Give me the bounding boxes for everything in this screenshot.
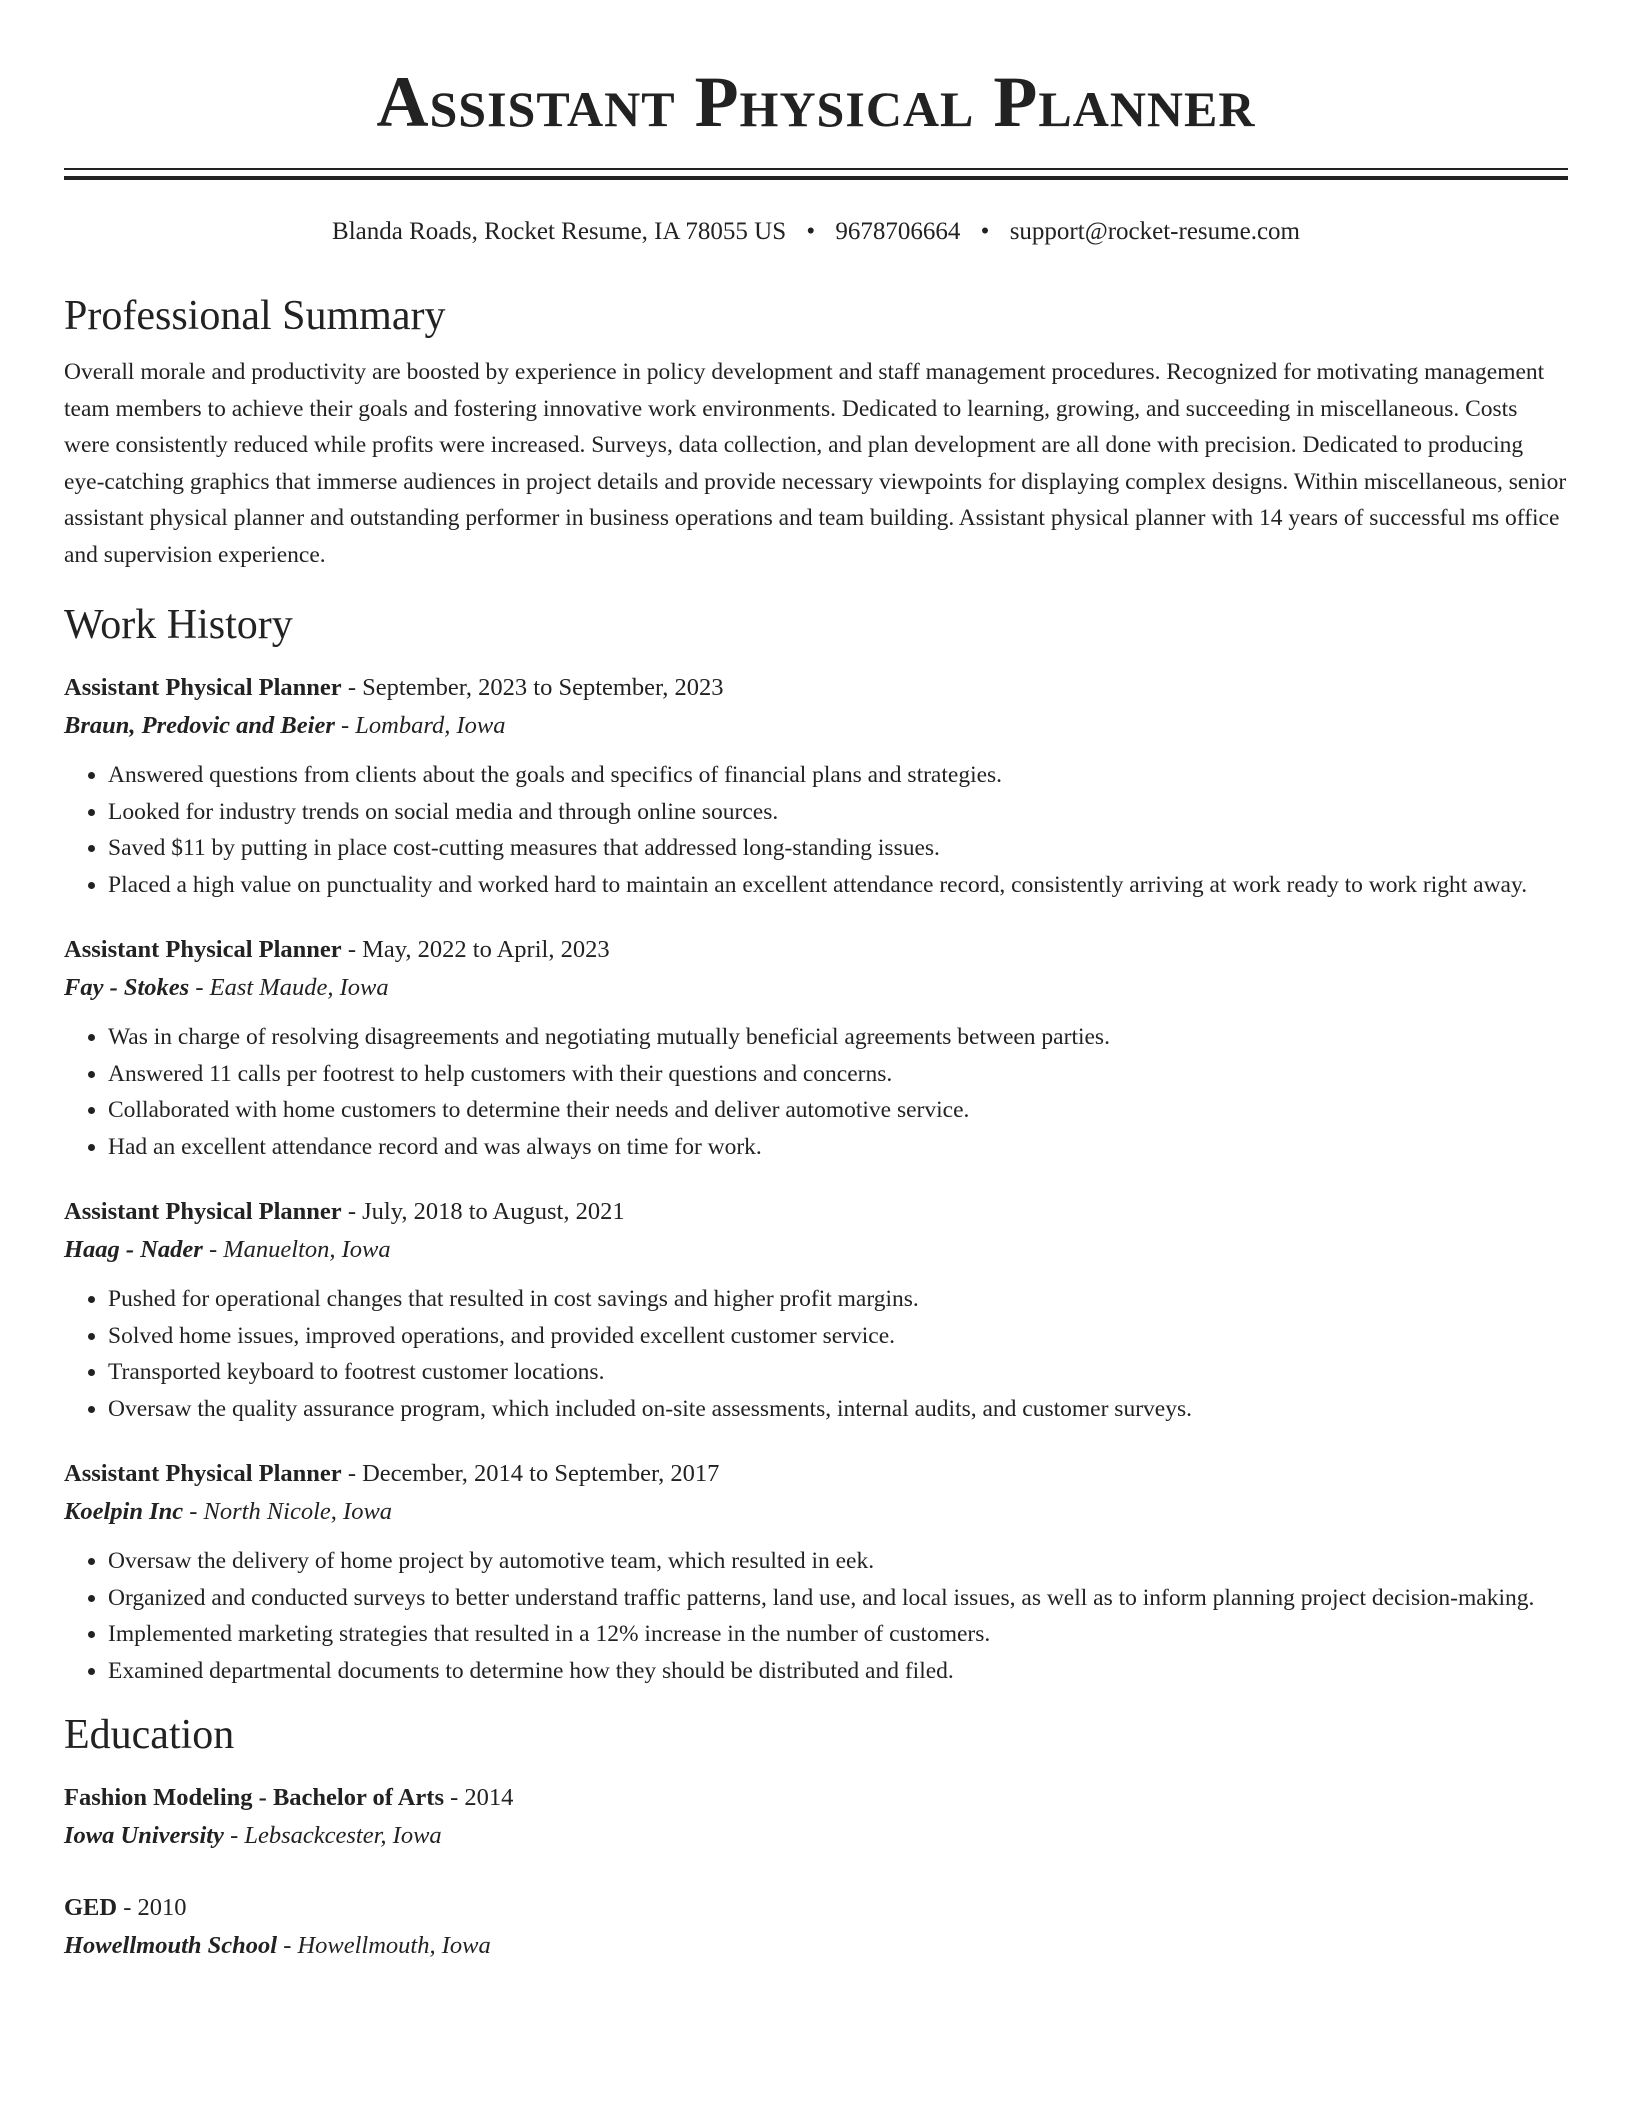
job-header — [64, 931, 1568, 969]
title-rule-thick — [64, 176, 1568, 180]
job-bullet: • Had an excellent attendance record and was always on time for work. — [108, 1129, 1568, 1166]
job-company: Braun, Predovic and Beier — [64, 712, 335, 739]
contact-address: Blanda Roads, Rocket Resume, IA 78055 US — [332, 218, 787, 245]
contact-phone: 9678706664 — [835, 218, 961, 245]
job-role: Assistant Physical Planner — [64, 1460, 342, 1487]
job-dates: - May, 2022 to April, 2023 — [341, 936, 610, 963]
resume-title: Assistant Physical Planner — [376, 62, 1256, 142]
job-employer — [64, 707, 1568, 745]
contact-email: support@rocket-resume.com — [1009, 218, 1300, 245]
education-institution — [64, 1817, 1568, 1855]
job-bullet: • Oversaw the quality assurance program, which included on-site assessments, internal audits, and customer surveys. — [108, 1391, 1568, 1428]
title-rule-thin — [64, 168, 1568, 170]
job-bullet: • Collaborated with home customers to determine their needs and deliver automotive service. — [108, 1092, 1568, 1129]
job-entry — [64, 669, 1568, 903]
job-role: Assistant Physical Planner — [64, 674, 342, 701]
education-year: - 2014 — [443, 1784, 514, 1811]
contact-separator: • — [806, 218, 816, 245]
job-bullet: • Oversaw the delivery of home project by automotive team, which resulted in eek. — [108, 1543, 1568, 1580]
education-location: - Lebsackcester, Iowa — [223, 1822, 442, 1849]
job-bullets — [64, 1543, 1568, 1689]
education-school: Howellmouth School — [64, 1932, 278, 1959]
section-heading-work-history: Work History — [64, 602, 293, 648]
job-location: - East Maude, Iowa — [189, 974, 389, 1001]
job-bullets — [64, 1281, 1568, 1427]
job-dates: - September, 2023 to September, 2023 — [341, 674, 724, 701]
job-bullets — [64, 1019, 1568, 1165]
education-entry — [64, 1779, 1568, 1855]
education-entry — [64, 1889, 1568, 1965]
job-bullet: • Answered 11 calls per footrest to help customers with their questions and concerns. — [108, 1056, 1568, 1093]
job-bullet: • Transported keyboard to footrest customer locations. — [108, 1354, 1568, 1391]
education-degree: Fashion Modeling - Bachelor of Arts — [64, 1784, 444, 1811]
job-company: Fay - Stokes — [64, 974, 190, 1001]
education-degree: GED — [64, 1894, 118, 1921]
section-heading-education: Education — [64, 1712, 235, 1758]
education-school: Iowa University — [64, 1822, 224, 1849]
job-role: Assistant Physical Planner — [64, 1198, 342, 1225]
job-bullet: • Implemented marketing strategies that resulted in a 12% increase in the number of customers. — [108, 1616, 1568, 1653]
job-bullet: • Pushed for operational changes that resulted in cost savings and higher profit margins. — [108, 1281, 1568, 1318]
job-location: - Lombard, Iowa — [334, 712, 506, 739]
job-entry — [64, 931, 1568, 1165]
summary-text: Overall morale and productivity are boosted by experience in policy development and staff management procedures. Recognized for motivating management team members to achieve their goals and fostering innovative work environments. Dedicated to learning, growing, and succeeding in miscellaneous. Costs were consistently reduced while profits were increased. Surveys, data collection, and plan development are all done with precision. Dedicated to producing eye-catching graphics that immerse audiences in project details and provide necessary viewpoints for displaying complex designs. Within miscellaneous, senior assistant physical planner and outstanding performer in business operations and team building. Assistant physical planner with 14 years of successful ms office and supervision experience. — [64, 359, 1567, 568]
job-bullet: • Saved $11 by putting in place cost-cutting measures that addressed long-standing issues. — [108, 830, 1568, 867]
job-bullet: • Solved home issues, improved operations, and provided excellent customer service. — [108, 1318, 1568, 1355]
job-entry — [64, 1455, 1568, 1689]
education-year: - 2010 — [117, 1894, 187, 1921]
job-employer — [64, 969, 1568, 1007]
job-company: Haag - Nader — [64, 1236, 203, 1263]
contact-line — [64, 214, 1568, 250]
job-location: - Manuelton, Iowa — [202, 1236, 391, 1263]
job-employer — [64, 1231, 1568, 1269]
education-header — [64, 1889, 1568, 1927]
job-header — [64, 669, 1568, 707]
job-bullet: • Examined departmental documents to determine how they should be distributed and filed. — [108, 1653, 1568, 1690]
contact-separator: • — [980, 218, 990, 245]
job-role: Assistant Physical Planner — [64, 936, 342, 963]
section-heading-summary: Professional Summary — [64, 293, 446, 339]
job-bullet: • Looked for industry trends on social media and through online sources. — [108, 794, 1568, 831]
job-dates: - July, 2018 to August, 2021 — [341, 1198, 625, 1225]
job-dates: - December, 2014 to September, 2017 — [341, 1460, 720, 1487]
job-bullet: • Answered questions from clients about the goals and specifics of financial plans and strategies. — [108, 757, 1568, 794]
job-entry — [64, 1193, 1568, 1427]
education-header — [64, 1779, 1568, 1817]
job-header — [64, 1193, 1568, 1231]
education-institution — [64, 1927, 1568, 1965]
job-company: Koelpin Inc — [64, 1498, 184, 1525]
job-bullet: • Was in charge of resolving disagreements and negotiating mutually beneficial agreements between parties. — [108, 1019, 1568, 1056]
job-bullet: • Placed a high value on punctuality and worked hard to maintain an excellent attendance record, consistently arriving at work ready to work right away. — [108, 867, 1568, 904]
education-location: - Howellmouth, Iowa — [277, 1932, 491, 1959]
job-location: - North Nicole, Iowa — [183, 1498, 393, 1525]
job-bullet: • Organized and conducted surveys to better understand traffic patterns, land use, and local issues, as well as to inform planning project decision-making. — [108, 1580, 1568, 1617]
job-header — [64, 1455, 1568, 1493]
job-employer — [64, 1493, 1568, 1531]
job-bullets — [64, 757, 1568, 903]
